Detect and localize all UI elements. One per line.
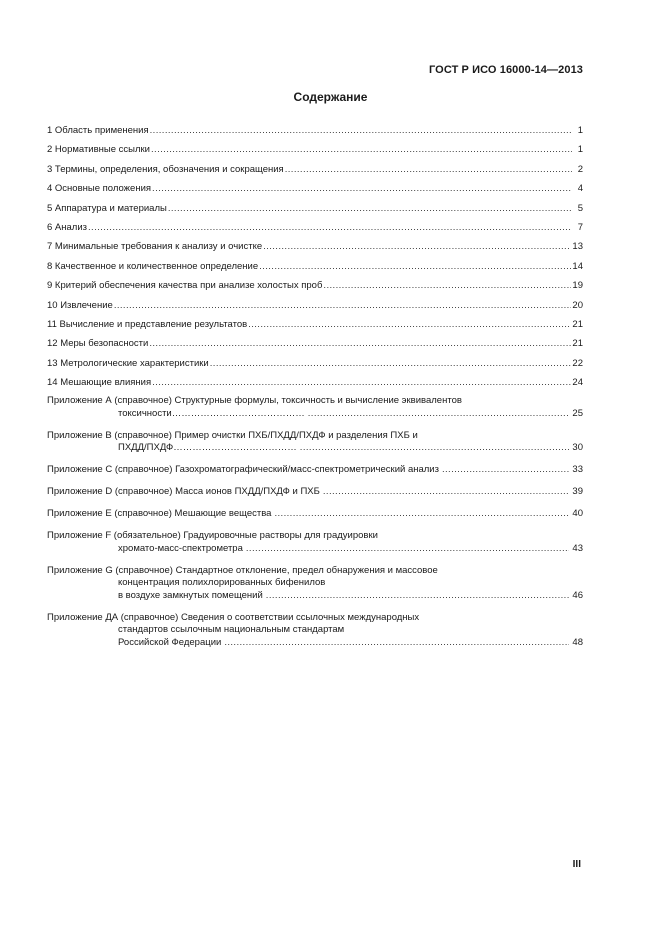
- toc-leader-dots: [285, 163, 572, 176]
- toc-entry[interactable]: [47, 299, 583, 312]
- toc-entry-page: 14: [572, 260, 583, 272]
- toc-entry-page: 22: [572, 357, 583, 369]
- appendix-page: 48: [572, 636, 583, 648]
- toc-leader-dots: [152, 182, 572, 195]
- appendix-last-line: [47, 408, 583, 421]
- appendix-title-end: токсичности……………………………………: [118, 407, 305, 419]
- toc-entry[interactable]: [47, 143, 583, 156]
- toc-entry-page: 1: [577, 125, 583, 136]
- appendix-last-line: [47, 442, 583, 455]
- toc-leader-dots: [274, 508, 569, 521]
- toc-entry-title: 2 Нормативные ссылки: [47, 144, 150, 156]
- toc-entry[interactable]: [47, 240, 583, 253]
- toc-appendix[interactable]: [47, 464, 583, 477]
- toc-entry-title: 12 Меры безопасности: [47, 338, 149, 350]
- appendix-title-end: Приложение Е (справочное) Мешающие вещества: [47, 508, 272, 520]
- toc-entry-title: 11 Вычисление и представление результатов: [47, 318, 248, 330]
- appendix-last-line: [47, 543, 583, 556]
- toc-entry-title: 6 Анализ: [47, 221, 87, 233]
- toc-entry[interactable]: [47, 163, 583, 176]
- toc-leader-dots: [151, 143, 572, 156]
- toc-entry[interactable]: [47, 124, 583, 137]
- appendix-title: Приложение F (обязательное) Градуировочные растворы для градуировки: [47, 530, 378, 542]
- toc-entry-title: 10 Извлечение: [47, 299, 113, 311]
- appendix-title-end: в воздухе замкнутых помещений: [118, 589, 263, 601]
- toc-entry-page: 20: [572, 299, 583, 311]
- toc-leader-dots: [168, 202, 572, 215]
- toc-leader-dots: [210, 357, 572, 370]
- toc-leader-dots: [266, 590, 570, 603]
- toc-entry-title: 9 Критерий обеспечения качества при анализе холостых проб: [47, 280, 323, 292]
- appendix-last-line: [47, 464, 583, 477]
- toc-entry-page: 13: [572, 241, 583, 253]
- toc-entry-page: 4: [577, 183, 583, 195]
- toc-entry-title: 13 Метрологические характеристики: [47, 357, 209, 369]
- table-of-contents: [47, 124, 583, 659]
- toc-leader-dots: [224, 637, 569, 650]
- toc-entry[interactable]: [47, 357, 583, 370]
- toc-entry-page: 19: [572, 280, 583, 292]
- toc-entry[interactable]: [47, 182, 583, 195]
- toc-entry-title: 4 Основные положения: [47, 183, 152, 195]
- page-number: III: [572, 859, 581, 870]
- toc-entry-title: 14 Мешающие влияния: [47, 377, 152, 389]
- appendix-page: 25: [572, 407, 583, 419]
- appendix-last-line: [47, 486, 583, 499]
- toc-entry[interactable]: [47, 318, 583, 331]
- appendix-page: 43: [572, 542, 583, 554]
- toc-entry[interactable]: [47, 376, 583, 389]
- appendix-last-line: [47, 508, 583, 521]
- appendix-page: 30: [572, 442, 583, 454]
- toc-entry[interactable]: [47, 337, 583, 350]
- appendix-last-line: [47, 637, 583, 650]
- toc-appendix[interactable]: [47, 565, 583, 603]
- toc-entry-title: 8 Качественное и количественное определение: [47, 260, 259, 272]
- appendix-title: Приложение В (справочное) Пример очистки ПХБ/ПХДД/ПХДФ и разделения ПХБ и: [47, 429, 418, 441]
- toc-appendix[interactable]: [47, 486, 583, 499]
- toc-entry-title: 1 Область применения: [47, 125, 149, 136]
- appendix-title-end: хромато-масс-спектрометра: [118, 542, 243, 554]
- appendix-page: 39: [572, 486, 583, 498]
- appendix-title-continued: стандартов ссылочным национальным стандартам: [118, 624, 345, 636]
- toc-entry-page: 24: [572, 377, 583, 389]
- appendix-title-end: Приложение D (справочное) Масса ионов ПХДД/ПХДФ и ПХБ: [47, 486, 320, 498]
- appendix-page: 46: [572, 589, 583, 601]
- toc-leader-dots: [323, 279, 571, 292]
- toc-appendix[interactable]: [47, 508, 583, 521]
- appendix-title-end: Приложение С (справочное) Газохроматографический/масс-спектрометрический анализ: [47, 464, 439, 476]
- appendix-title: Приложение G (справочное) Стандартное отклонение, предел обнаружения и массовое: [47, 564, 438, 576]
- toc-leader-dots: [149, 337, 571, 350]
- toc-leader-dots: [248, 318, 571, 331]
- toc-appendices: [47, 395, 583, 649]
- toc-leader-dots: [152, 376, 571, 389]
- appendix-title-end: ПХДД/ПХДФ…………………………………: [118, 442, 297, 454]
- toc-entry[interactable]: [47, 260, 583, 273]
- toc-entry-title: 7 Минимальные требования к анализу и очистке: [47, 241, 263, 253]
- appendix-last-line: [47, 590, 583, 603]
- toc-leader-dots: [114, 299, 572, 312]
- document-code: ГОСТ Р ИСО 16000-14—2013: [428, 64, 583, 76]
- toc-entry-page: 5: [577, 202, 583, 214]
- appendix-title-end: Российской Федерации: [118, 636, 222, 648]
- appendix-title: Приложение А (справочное) Структурные формулы, токсичность и вычисление эквивалентов: [47, 395, 462, 407]
- toc-appendix[interactable]: [47, 430, 583, 455]
- toc-leader-dots: [246, 543, 570, 556]
- toc-leader-dots: [323, 486, 570, 499]
- toc-leader-dots: [150, 124, 572, 137]
- toc-entry[interactable]: [47, 202, 583, 215]
- appendix-title: Приложение ДА (справочное) Сведения о соответствии ссылочных международных: [47, 611, 420, 623]
- toc-leader-dots: [308, 408, 570, 421]
- toc-entry[interactable]: [47, 279, 583, 292]
- toc-leader-dots: [300, 442, 570, 455]
- appendix-page: 33: [572, 464, 583, 476]
- appendix-page: 40: [572, 508, 583, 520]
- page-title: Содержание: [293, 90, 368, 104]
- toc-sections: [47, 124, 583, 389]
- toc-leader-dots: [263, 240, 571, 253]
- toc-leader-dots: [88, 221, 572, 234]
- toc-entry-page: 1: [577, 144, 583, 156]
- toc-leader-dots: [259, 260, 571, 273]
- toc-entry-title: 5 Аппаратура и материалы: [47, 202, 167, 214]
- toc-entry-page: 7: [577, 221, 583, 233]
- appendix-title-continued: концентрация полихлорированных бифенилов: [118, 577, 326, 589]
- toc-entry-page: 21: [572, 318, 583, 330]
- toc-entry-page: 2: [577, 163, 583, 175]
- toc-appendix[interactable]: [47, 530, 583, 555]
- toc-leader-dots: [442, 464, 569, 477]
- toc-appendix[interactable]: [47, 612, 583, 650]
- toc-entry-page: 21: [572, 338, 583, 350]
- toc-entry[interactable]: [47, 221, 583, 234]
- toc-appendix[interactable]: [47, 395, 583, 420]
- toc-entry-title: 3 Термины, определения, обозначения и сокращения: [47, 163, 284, 175]
